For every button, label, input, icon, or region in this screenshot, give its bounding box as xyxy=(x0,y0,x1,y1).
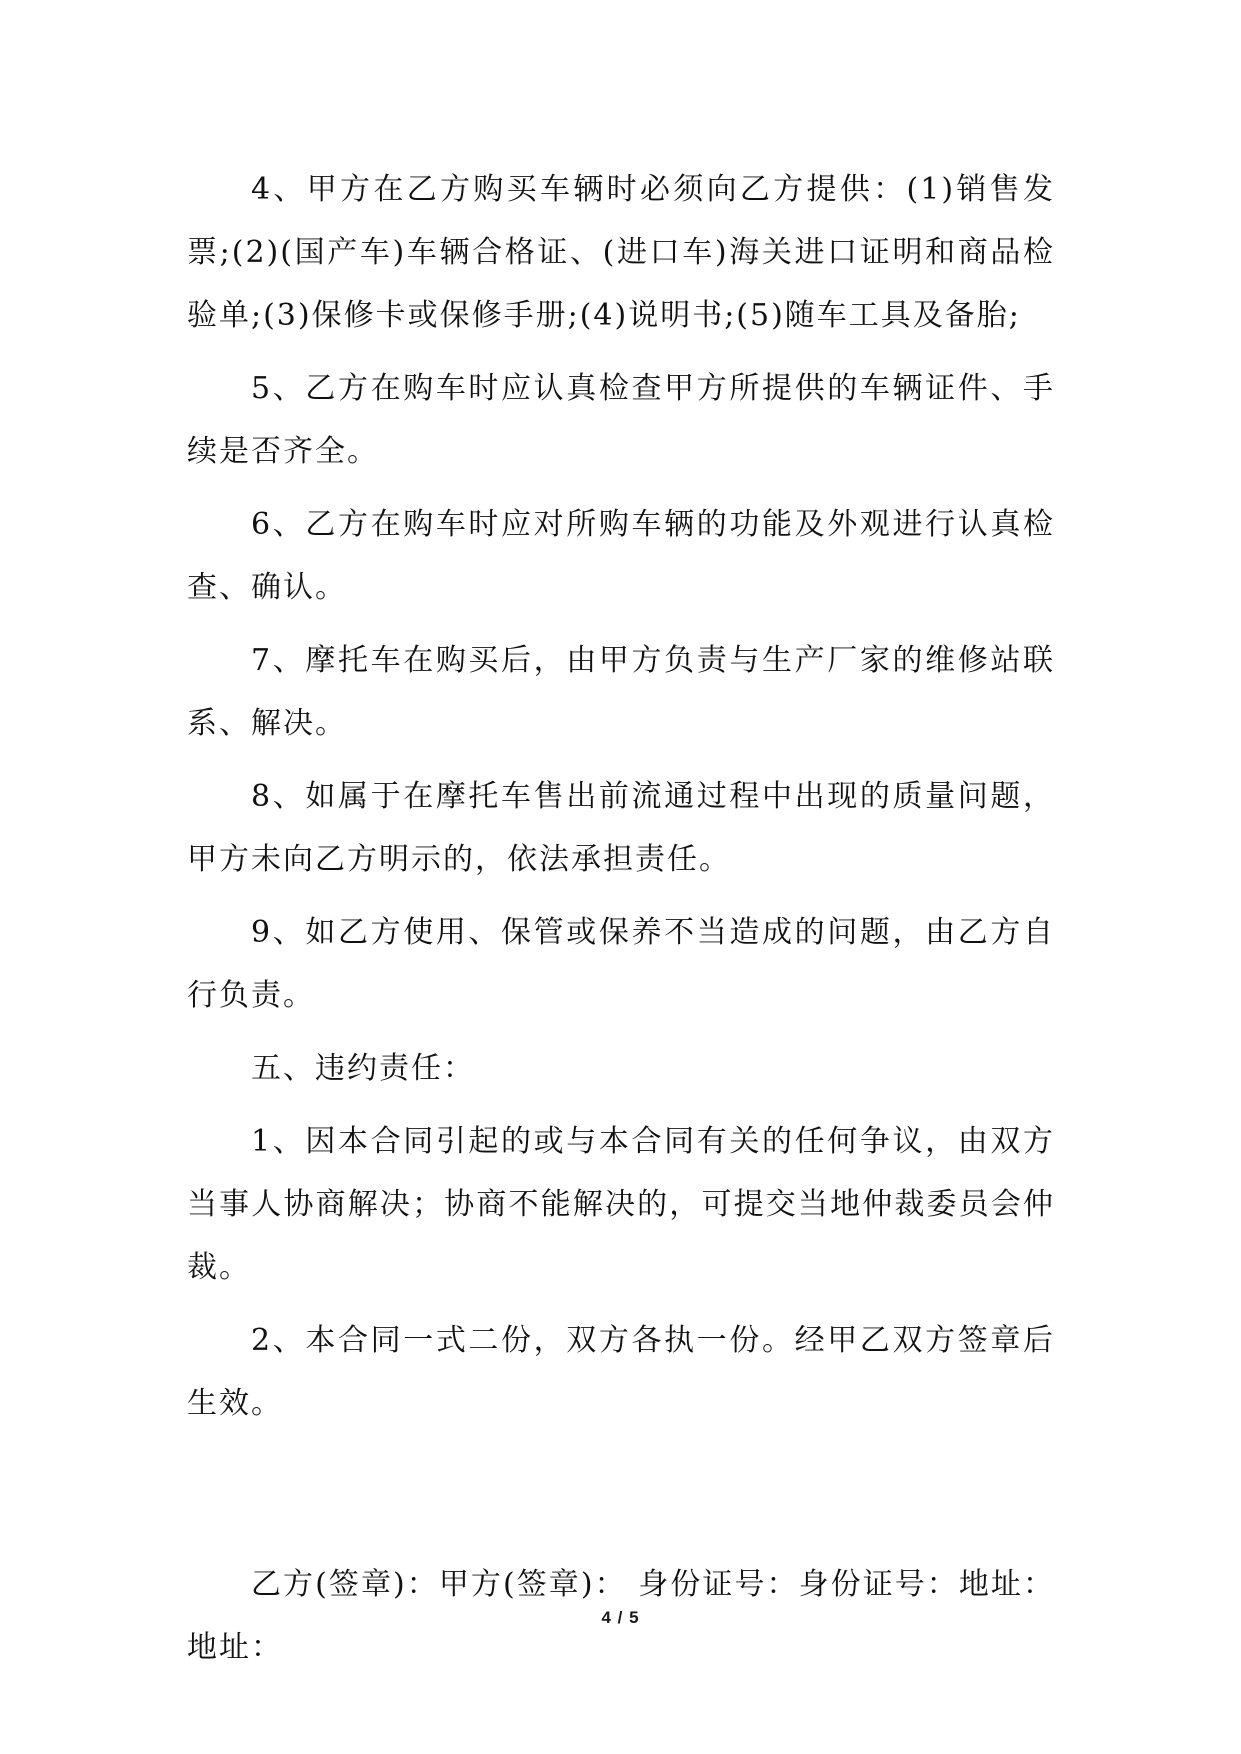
clause-8: 8、如属于在摩托车售出前流通过程中出现的质量问题，甲方未向乙方明示的，依法承担责任。 xyxy=(187,779,1055,877)
clause-6: 6、乙方在购车时应对所购车辆的功能及外观进行认真检查、确认。 xyxy=(187,507,1055,605)
breach-clause-1: 1、因本合同引起的或与本合同有关的任何争议，由双方当事人协商解决；协商不能解决的，可提交当地仲裁委员会仲裁。 xyxy=(187,1124,1055,1285)
breach-clause-2: 2、本合同一式二份，双方各执一份。经甲乙双方签章后生效。 xyxy=(187,1323,1055,1421)
clause-5: 5、乙方在购车时应认真检查甲方所提供的车辆证件、手续是否齐全。 xyxy=(187,371,1055,469)
page-number: 4 / 5 xyxy=(601,1608,640,1627)
clause-7: 7、摩托车在购买后，由甲方负责与生产厂家的维修站联系、解决。 xyxy=(187,643,1055,741)
clause-9: 9、如乙方使用、保管或保养不当造成的问题，由乙方自行负责。 xyxy=(187,915,1055,1013)
blank-space xyxy=(187,1445,1055,1553)
section-heading-breach-liability: 五、违约责任： xyxy=(251,1051,475,1086)
clause-4: 4、甲方在乙方购买车辆时必须向乙方提供：(1)销售发票;(2)(国产车)车辆合格证、(进口车)海关进口证明和商品检验单;(3)保修卡或保修手册;(4)说明书;(5)随车工具及备胎; xyxy=(187,172,1055,333)
signature-line: 乙方(签章)：甲方(签章)： 身份证号：身份证号：地址：地址： xyxy=(187,1567,1055,1665)
document-body xyxy=(187,158,1055,1689)
